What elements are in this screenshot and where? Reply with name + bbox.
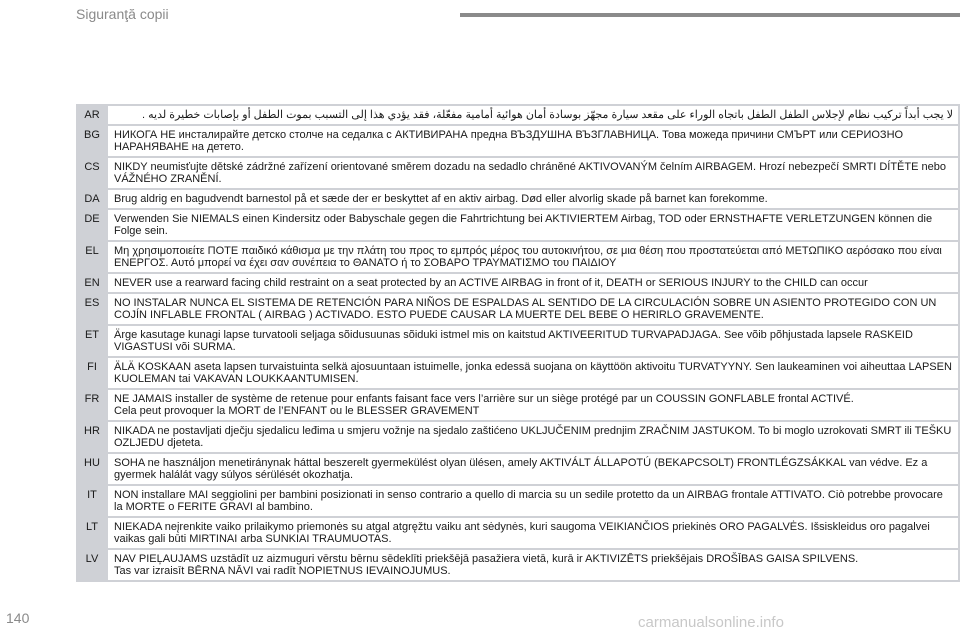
- warning-text: Μη χρησιμοποιείτε ΠΟΤΕ παιδικό κάθισμα με την πλάτη του προς το εμπρός μέρος του αυτοκινήτου, σε μια θέση που προστατεύεται από ΜΕΤΩΠΙΚΟ αερόσακο που είναι ΕΝΕΡΓΟΣ. Αυτό μπορεί να έχει σαν συνέπεια το ΘΑΝΑΤΟ ή το ΣΟΒΑΡΟ ΤΡΑΥΜΑΤΙΣΜΟ του ΠΑΙΔΙΟΥ: [108, 242, 958, 272]
- table-row: [76, 390, 960, 420]
- warning-text: NEVER use a rearward facing child restraint on a seat protected by an ACTIVE AIRBAG in front of it, DEATH or SERIOUS INJURY to the CHILD can occur: [108, 274, 958, 292]
- language-code: CS: [84, 161, 100, 173]
- language-code: BG: [84, 129, 100, 141]
- table-row: [76, 242, 960, 272]
- table-row: [76, 454, 960, 484]
- warning-text: НИКОГА НЕ инсталирайте детско столче на седалка с АКТИВИРАНА предна ВЪЗДУШНА ВЪЗГЛАВНИЦА. Това можеда причини СМЪРТ или СЕРИОЗНО НАРАНЯВАНЕ на детето.: [108, 126, 958, 156]
- warning-text: NIEKADA neįrenkite vaiko prilaikymo priemonės su atgal atgręžtu vaiku ant sėdynės, kuri saugoma VEIKIANČIOS priekinės ORO PAGALVĖS. Išsiskleidus oro pagalvei vaikas gali būti MIRTINAI arba SUNKIAI TRAUMUOTAS.: [108, 518, 958, 548]
- table-row: [76, 190, 960, 208]
- language-code: HU: [84, 457, 100, 469]
- warning-text: Ärge kasutage kunagi lapse turvatooli seljaga sõidusuunas sõiduki istmel mis on kaitstud AKTIVEERITUD TURVAPADJAGA. See võib põhjustada lapsele RASKEID VIGASTUSI või SURMA.: [108, 326, 958, 356]
- warning-text: NON installare MAI seggiolini per bambini posizionati in senso contrario a quello di marcia su un sedile protetto da un AIRBAG frontale ATTIVATO. Ciò potrebbe provocare la MORTE o FERITE GRAVI al bambino.: [108, 486, 958, 516]
- table-row: [76, 518, 960, 548]
- airbag-warning-table: [76, 104, 960, 582]
- table-row: [76, 158, 960, 188]
- warning-text: Verwenden Sie NIEMALS einen Kindersitz oder Babyschale gegen die Fahrtrichtung bei AKTIVIERTEM Airbag, TOD oder ERNSTHAFTE VERLETZUNGEN können die Folge sein.: [108, 210, 958, 240]
- header-divider-bar: [460, 13, 960, 17]
- language-code: FI: [87, 361, 97, 373]
- warning-text: NO INSTALAR NUNCA EL SISTEMA DE RETENCIÓN PARA NIÑOS DE ESPALDAS AL SENTIDO DE LA CIRCULACIÓN SOBRE UN ASIENTO PROTEGIDO CON UN COJÍN INFLABLE FRONTAL ( AIRBAG ) ACTIVADO. ESTO PUEDE CAUSAR LA MUERTE DEL BEBE O HERIRLO GRAVEMENTE.: [108, 294, 958, 324]
- warning-text: NIKDY neumisťujte dětské zádržné zařízení orientované směrem dozadu na sedadlo chráněné AKTIVOVANÝM čelním AIRBAGEM. Hrozí nebezpečí SMRTI DÍTĚTE nebo VÁŽNÉHO ZRANĚNÍ.: [108, 158, 958, 188]
- table-row: [76, 106, 960, 124]
- language-code: EL: [85, 245, 99, 257]
- table-row: [76, 210, 960, 240]
- table-row: [76, 294, 960, 324]
- page-section-title: Siguranţă copii: [76, 6, 169, 22]
- table-row: [76, 274, 960, 292]
- language-code: LV: [85, 553, 99, 565]
- table-row: [76, 326, 960, 356]
- table-row: [76, 486, 960, 516]
- language-code: ES: [84, 297, 100, 309]
- language-code: FR: [84, 393, 100, 405]
- page-number: 140: [6, 610, 30, 626]
- language-code: DE: [84, 213, 100, 225]
- warning-text: لا يجب أبداً تركيب نظام لإجلاس الطفل الطفل باتجاه الوراء على مقعد سيارة مجهّز بوسادة أمان هوائية أمامية مفعّلة، فقد يؤدي هذا إلى التسبب بموت الطفل أو بإصابات خطيرة لديه .: [108, 106, 958, 124]
- language-code: HR: [84, 425, 100, 437]
- warning-text: ÄLÄ KOSKAAN aseta lapsen turvaistuinta selkä ajosuuntaan istuimelle, jonka edessä suojana on käyttöön aktivoitu TURVATYYNY. Sen laukeaminen voi aiheuttaa LAPSEN KUOLEMAN tai VAKAVAN LOUKKAANTUMISEN.: [108, 358, 958, 388]
- language-code: DA: [84, 193, 100, 205]
- table-row: [76, 422, 960, 452]
- language-code: LT: [85, 521, 99, 533]
- table-row: [76, 550, 960, 580]
- warning-text: SOHA ne használjon menetiránynak háttal beszerelt gyermekülést olyan ülésen, amely AKTIVÁLT ÁLLAPOTÚ (BEKAPCSOLT) FRONTLÉGZSÁKKAL van védve. Ez a gyermek halálát vagy súlyos sérülését okozhatja.: [108, 454, 958, 484]
- warning-text: NIKADA ne postavljati dječju sjedalicu leđima u smjeru vožnje na sjedalo zaštićeno UKLJUČENIM prednjim ZRAČNIM JASTUKOM. To bi moglo uzrokovati SMRT ili TEŠKU OZLJEDU djeteta.: [108, 422, 958, 452]
- language-code: IT: [87, 489, 97, 501]
- table-row: [76, 126, 960, 156]
- language-code: EN: [84, 277, 100, 289]
- watermark: carmanualsonline.info: [638, 614, 784, 631]
- language-code: AR: [84, 109, 100, 121]
- warning-text: NAV PIEĻAUJAMS uzstādīt uz aizmuguri vērstu bērnu sēdeklīti priekšējā pasažiera vietā, kurā ir AKTIVIZĒTS priekšējais DROŠĪBAS GAISA SPILVENS. Tas var izraisīt BĒRNA NĀVI vai radīt NOPIETNUS IEVAINOJUMUS.: [108, 550, 958, 580]
- table-row: [76, 358, 960, 388]
- warning-text: Brug aldrig en bagudvendt barnestol på et sæde der er beskyttet af en aktiv airbag. Død eller alvorlig skade på barnet kan forekomme.: [108, 190, 958, 208]
- language-code: ET: [84, 329, 100, 341]
- warning-text: NE JAMAIS installer de système de retenue pour enfants faisant face vers l’arrière sur un siège protégé par un COUSSIN GONFLABLE frontal ACTIVÉ. Cela peut provoquer la MORT de l’ENFANT ou le BLESSER GRAVEMENT: [108, 390, 958, 420]
